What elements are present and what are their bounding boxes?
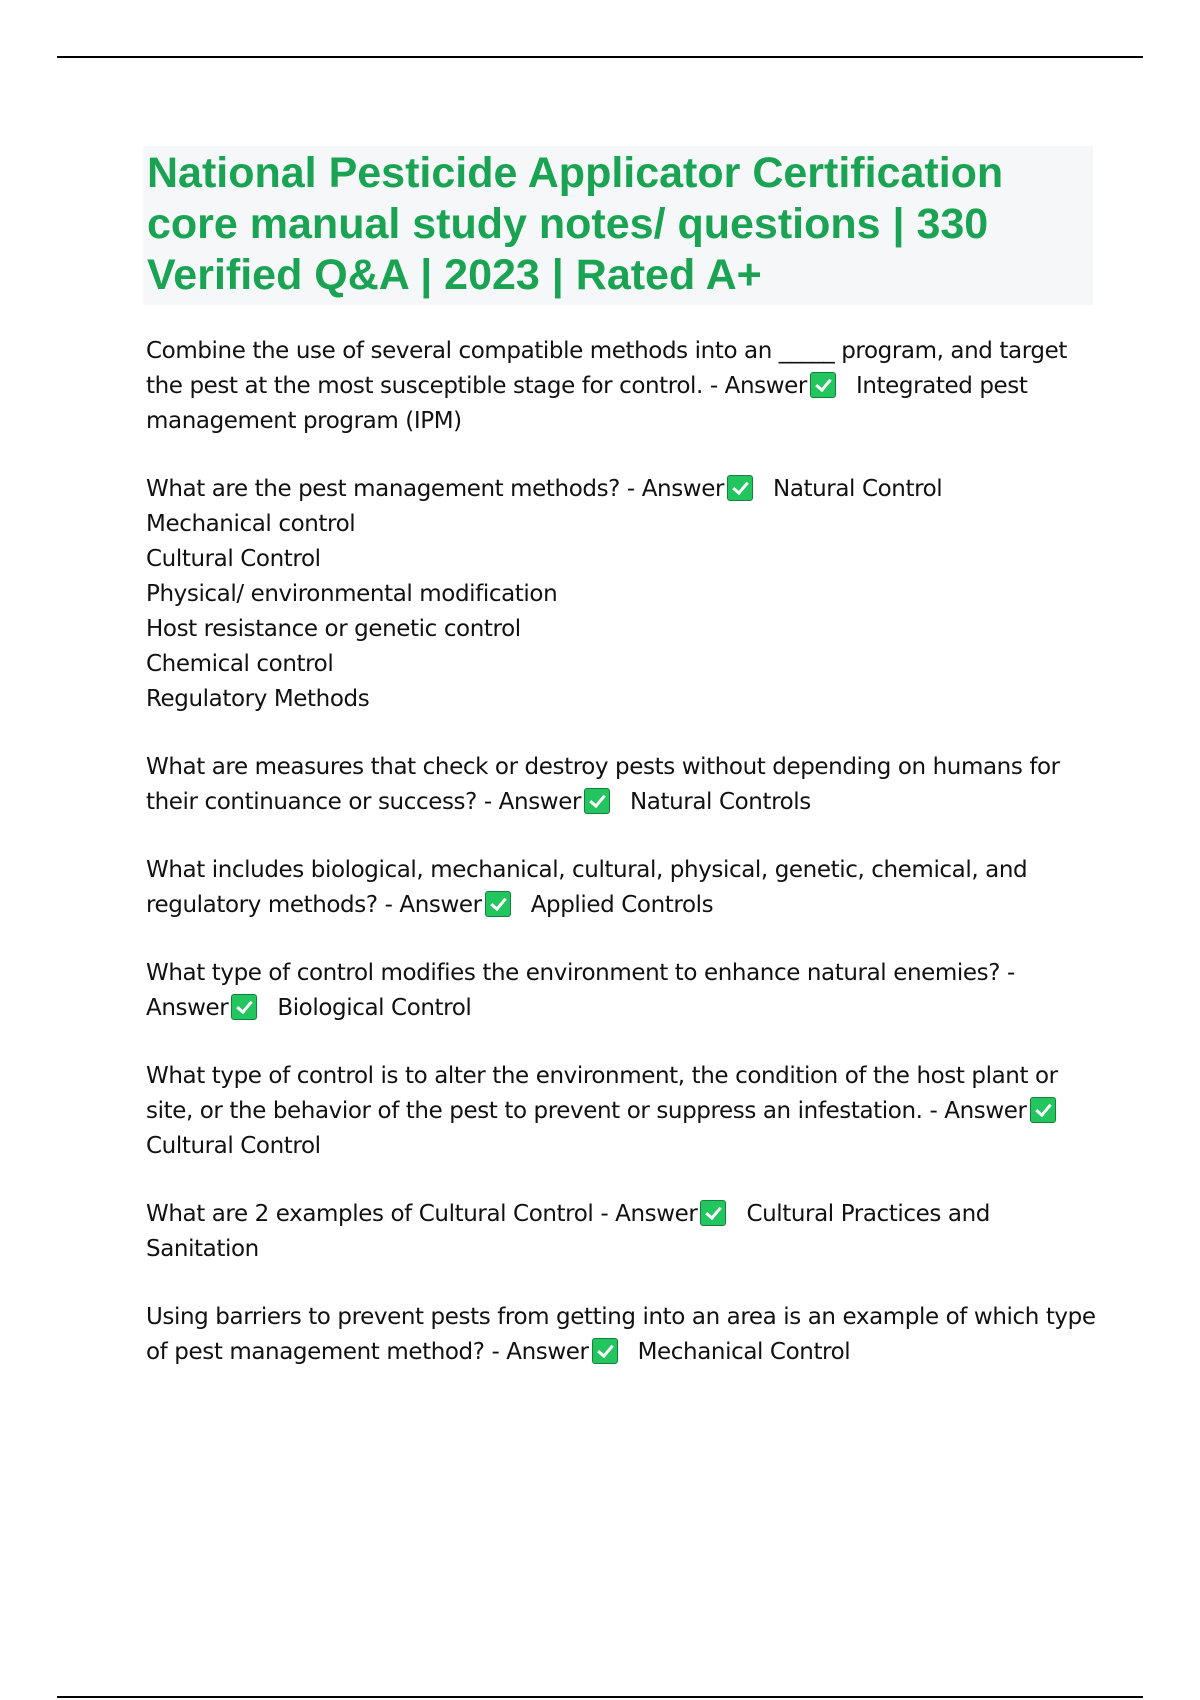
- answer-label: - Answer: [483, 789, 581, 815]
- question-text: What are measures that check or destroy pests without depending on humans for their continuance or success?: [146, 754, 1060, 815]
- qa-item: [146, 853, 1096, 923]
- answer-text: Biological Control: [277, 995, 472, 1021]
- question-text: What are the pest management methods?: [146, 476, 620, 502]
- answer-list-item: Host resistance or genetic control: [146, 616, 521, 642]
- answer-label: - Answer: [709, 373, 807, 399]
- qa-text: [146, 1059, 1096, 1164]
- check-mark-icon: [810, 372, 836, 398]
- check-mark-icon: [231, 994, 257, 1020]
- check-mark-icon: [584, 788, 610, 814]
- bottom-divider: [57, 1696, 1143, 1698]
- answer-list-item: Mechanical control: [146, 511, 356, 537]
- question-text: What are 2 examples of Cultural Control: [146, 1201, 594, 1227]
- qa-text: [146, 853, 1096, 923]
- title-block: [143, 146, 1093, 305]
- document-title: National Pesticide Applicator Certification core manual study notes/ questions | 330 Verified Q&A | 2023 | Rated A+: [147, 149, 1004, 299]
- qa-item: [146, 472, 1096, 717]
- check-mark-icon: [727, 475, 753, 501]
- qa-item: [146, 334, 1096, 439]
- question-text: What includes biological, mechanical, cultural, physical, genetic, chemical, and regulatory methods?: [146, 857, 1028, 918]
- qa-text: [146, 1300, 1096, 1370]
- answer-list-item: Chemical control: [146, 651, 334, 677]
- qa-item: [146, 1197, 1096, 1267]
- check-mark-icon: [592, 1338, 618, 1364]
- qa-text: [146, 750, 1096, 820]
- check-mark-icon: [1030, 1097, 1056, 1123]
- qa-item: [146, 1300, 1096, 1370]
- answer-text: Mechanical Control: [637, 1339, 851, 1365]
- answer-label: - Answer: [600, 1201, 698, 1227]
- answer-list-item: Physical/ environmental modification: [146, 581, 558, 607]
- question-text: Combine the use of several compatible methods into an _____ program, and target the pest at the most susceptible stage for control.: [146, 338, 1067, 399]
- answer-label: - Answer: [929, 1098, 1027, 1124]
- answer-text: Integrated pest management program (IPM): [146, 373, 1028, 434]
- answer-list-item: Cultural Control: [146, 546, 321, 572]
- answer-text: Applied Controls: [530, 892, 714, 918]
- qa-item: [146, 1059, 1096, 1164]
- answer-text: Natural Controls: [630, 789, 811, 815]
- answer-text: Natural Control: [773, 476, 943, 502]
- qa-list: [146, 334, 1096, 1403]
- qa-item: [146, 956, 1096, 1026]
- question-text: What type of control is to alter the environment, the condition of the host plant or site, or the behavior of the pest to prevent or suppress an infestation.: [146, 1063, 1058, 1124]
- question-text: Using barriers to prevent pests from getting into an area is an example of which type of pest management method?: [146, 1304, 1096, 1365]
- qa-text: [146, 472, 1096, 507]
- qa-item: [146, 750, 1096, 820]
- top-divider: [57, 56, 1143, 58]
- check-mark-icon: [700, 1200, 726, 1226]
- answer-text: Cultural Control: [146, 1133, 321, 1159]
- question-text: What type of control modifies the environment to enhance natural enemies?: [146, 960, 1001, 986]
- answer-label: - Answer: [491, 1339, 589, 1365]
- answer-label: - Answer: [146, 960, 1015, 1021]
- answer-text: Cultural Practices and Sanitation: [146, 1201, 990, 1262]
- check-mark-icon: [485, 891, 511, 917]
- answer-label: - Answer: [384, 892, 482, 918]
- answer-label: - Answer: [626, 476, 725, 502]
- qa-text: [146, 1197, 1096, 1267]
- answer-list-item: Regulatory Methods: [146, 686, 370, 712]
- qa-text: [146, 334, 1096, 439]
- qa-text: [146, 956, 1096, 1026]
